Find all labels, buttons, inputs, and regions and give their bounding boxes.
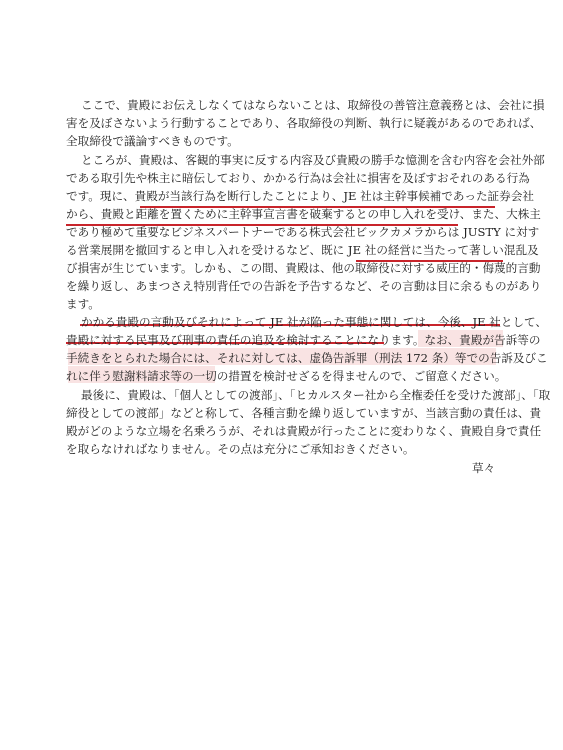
text-line: 最後に、貴殿は、「個人としての渡部」、「ヒカルスター社から全権委任を受けた渡部」、「取	[81, 388, 551, 402]
text-line: を繰り返し、あまつさえ特別背任での告訴を予告するなど、その言動は目に余るものがあり	[66, 279, 542, 293]
text-line: 害を及ぼさないよう行動することであり、各取締役の判断、執行に疑義があるのであれば、	[66, 116, 542, 130]
text-line: ます。	[66, 297, 100, 311]
text-line: です。現に、貴殿が当該行為を断行したことにより、JE 社は主幹事候補であった証券会社	[66, 189, 534, 203]
text-line: ここで、貴殿にお伝えしなくてはならないことは、取締役の善管注意義務とは、会社に損	[81, 98, 545, 112]
text-line: である取引先や株主に暗伝しており、かかる行為は会社に損害を及ぼすおそれのある行為	[66, 171, 530, 185]
text-line: かかる貴殿の言動及びそれによって JE 社が陥った事態に関しては、今後、JE 社として、	[81, 315, 548, 329]
text-line: 締役としての渡部」などと称して、各種言動を繰り返していますが、当該言動の責任は、貴	[66, 406, 542, 420]
text-line: 貴殿に対する民事及び刑事の責任の追及を検討することになります。なお、貴殿が告訴等の	[66, 333, 541, 347]
text-line: る営業展開を撤回すると申し入れを受けるなど、既に JE 社の経営に当たって著しい混乱及	[66, 243, 539, 257]
text-line: 殿がどのような立場を名乗ろうが、それは貴殿が行ったことに変わりなく、貴殿自身で責任	[66, 424, 542, 438]
text-line: 全取締役で議論すべきものです。	[66, 134, 239, 148]
text-line: ところが、貴殿は、客観的事実に反する内容及び貴殿の勝手な憶測を含む内容を会社外部	[81, 153, 545, 167]
text-line: び損害が生じています。しかも、この間、貴殿は、他の取締役に対する威圧的・侮蔑的言動	[66, 261, 541, 275]
text-line: 手続きをとられた場合には、それに対しては、虚偽告訴罪（刑法 172 条）等での告訴及びこ	[66, 351, 548, 365]
text-line: であり極めて重要なビジネスパートナーである株式会社ビックカメラからは JUSTY に対す	[66, 225, 540, 239]
closing-remark: 草々	[472, 461, 496, 475]
text-line: から、貴殿と距離を置くために主幹事宣言書を破棄するとの申し入れを受け、また、大株主	[66, 207, 541, 221]
text-line: を取らなければなりません。その点は充分にご承知おきください。	[66, 442, 415, 456]
text-line: れに伴う慰謝料請求等の一切の措置を検討せざるを得ませんので、ご留意ください。	[66, 369, 507, 383]
